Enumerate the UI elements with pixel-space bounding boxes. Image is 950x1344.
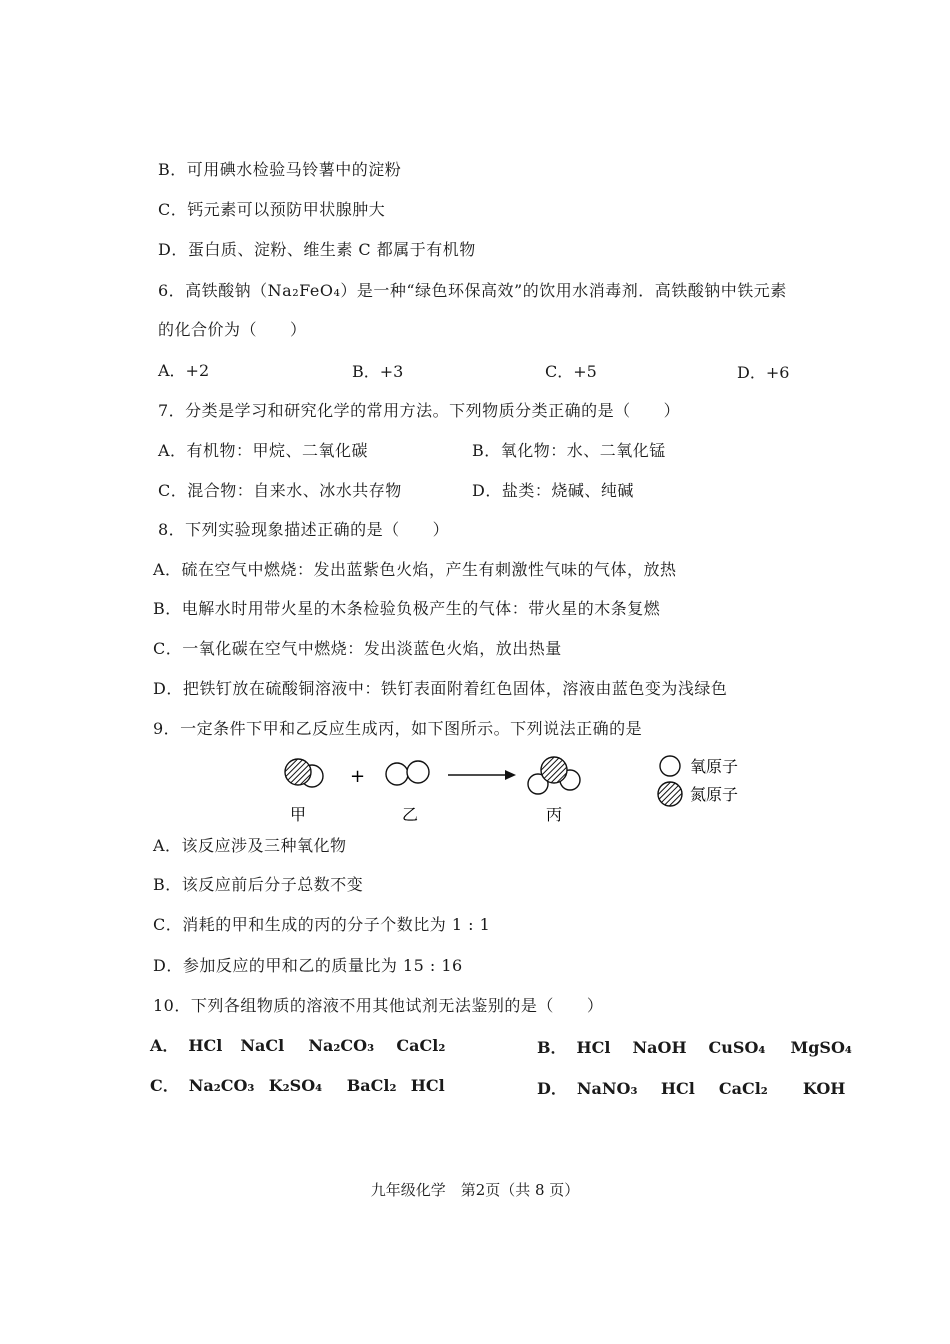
q6-option-b: B．+3 xyxy=(352,362,404,381)
formula: HCl xyxy=(660,1079,695,1098)
nitrogen-atom xyxy=(541,757,567,783)
formula: K₂SO₄ xyxy=(268,1076,323,1095)
page-footer: 九年级化学 第2页（共 8 页） xyxy=(370,1181,580,1199)
q6-stem-line1: 6．高铁酸钠（Na₂FeO₄）是一种“绿色环保高效”的饮用水消毒剂．高铁酸钠中铁元素 xyxy=(158,281,787,300)
q7-option-a: A．有机物：甲烷、二氧化碳 xyxy=(158,441,369,460)
formula: BaCl₂ xyxy=(346,1076,397,1095)
q7-option-c: C．混合物：自来水、冰水共存物 xyxy=(158,481,402,500)
formula: CaCl₂ xyxy=(396,1036,446,1055)
q9-option-b: B．该反应前后分子总数不变 xyxy=(153,875,364,894)
plus-sign: + xyxy=(350,766,366,787)
legend-nitrogen-label: 氮原子 xyxy=(690,785,739,804)
reaction-diagram xyxy=(270,752,810,828)
formula: KOH xyxy=(802,1079,846,1098)
formula: Na₂CO₃ xyxy=(308,1036,375,1055)
formula: HCl xyxy=(576,1038,611,1057)
legend-nitrogen-symbol xyxy=(658,782,682,806)
nitrogen-atom xyxy=(285,759,311,785)
label-yi: 乙 xyxy=(401,805,419,824)
q9-option-d: D．参加反应的甲和乙的质量比为 15 : 16 xyxy=(153,956,463,975)
q5-option-d: D．蛋白质、淀粉、维生素 C 都属于有机物 xyxy=(158,240,476,259)
oxygen-atom xyxy=(407,761,429,783)
q7-stem: 7．分类是学习和研究化学的常用方法。下列物质分类正确的是（ ） xyxy=(158,401,681,420)
formula: NaNO₃ xyxy=(576,1079,638,1098)
q6-stem-line2: 的化合价为（ ） xyxy=(158,320,307,339)
q9-option-c: C．消耗的甲和生成的丙的分子个数比为 1 : 1 xyxy=(153,915,491,934)
q10-option-d xyxy=(537,1079,845,1099)
q9-stem: 9．一定条件下甲和乙反应生成丙，如下图所示。下列说法正确的是 xyxy=(153,719,643,738)
formula: CuSO₄ xyxy=(708,1038,766,1057)
q6-option-a: A．+2 xyxy=(158,361,210,380)
option-key: D． xyxy=(537,1079,567,1098)
option-key: C． xyxy=(150,1076,179,1095)
molecule-jia xyxy=(285,759,323,787)
formula: HCl xyxy=(188,1036,223,1055)
q5-option-b: B．可用碘水检验马铃薯中的淀粉 xyxy=(158,160,402,179)
q6-option-c: C．+5 xyxy=(545,362,597,381)
q10-option-c xyxy=(150,1076,445,1096)
label-bing: 丙 xyxy=(545,805,563,824)
formula: CaCl₂ xyxy=(718,1079,768,1098)
q7-option-d: D．盐类：烧碱、纯碱 xyxy=(472,481,634,500)
q5-option-c: C．钙元素可以预防甲状腺肿大 xyxy=(158,200,386,219)
option-key: A． xyxy=(150,1036,179,1055)
option-key: B． xyxy=(537,1038,567,1057)
molecule-bing xyxy=(528,757,580,794)
formula: HCl xyxy=(410,1076,445,1095)
legend-oxygen-label: 氧原子 xyxy=(690,757,739,776)
q8-stem: 8．下列实验现象描述正确的是（ ） xyxy=(158,520,450,539)
q10-stem: 10．下列各组物质的溶液不用其他试剂无法鉴别的是（ ） xyxy=(153,996,604,1015)
q7-option-b: B．氧化物：水、二氧化锰 xyxy=(472,441,666,460)
formula: NaOH xyxy=(632,1038,687,1057)
q8-option-c: C．一氧化碳在空气中燃烧：发出淡蓝色火焰，放出热量 xyxy=(153,639,562,658)
q8-option-d: D．把铁钉放在硫酸铜溶液中：铁钉表面附着红色固体，溶液由蓝色变为浅绿色 xyxy=(153,679,728,698)
q10-option-b xyxy=(537,1038,852,1058)
q10-option-a xyxy=(150,1036,445,1056)
formula: Na₂CO₃ xyxy=(188,1076,255,1095)
q6-option-d: D．+6 xyxy=(737,363,790,382)
molecule-yi xyxy=(386,761,429,785)
formula: NaCl xyxy=(240,1036,285,1055)
legend-oxygen-symbol xyxy=(660,756,680,776)
q8-option-b: B．电解水时用带火星的木条检验负极产生的气体：带火星的木条复燃 xyxy=(153,599,661,618)
arrow-head xyxy=(505,770,516,780)
q8-option-a: A．硫在空气中燃烧：发出蓝紫色火焰，产生有刺激性气味的气体，放热 xyxy=(153,560,677,579)
q9-option-a: A．该反应涉及三种氧化物 xyxy=(153,836,347,855)
oxygen-atom xyxy=(386,763,408,785)
formula: MgSO₄ xyxy=(790,1038,852,1057)
label-jia: 甲 xyxy=(289,805,307,824)
